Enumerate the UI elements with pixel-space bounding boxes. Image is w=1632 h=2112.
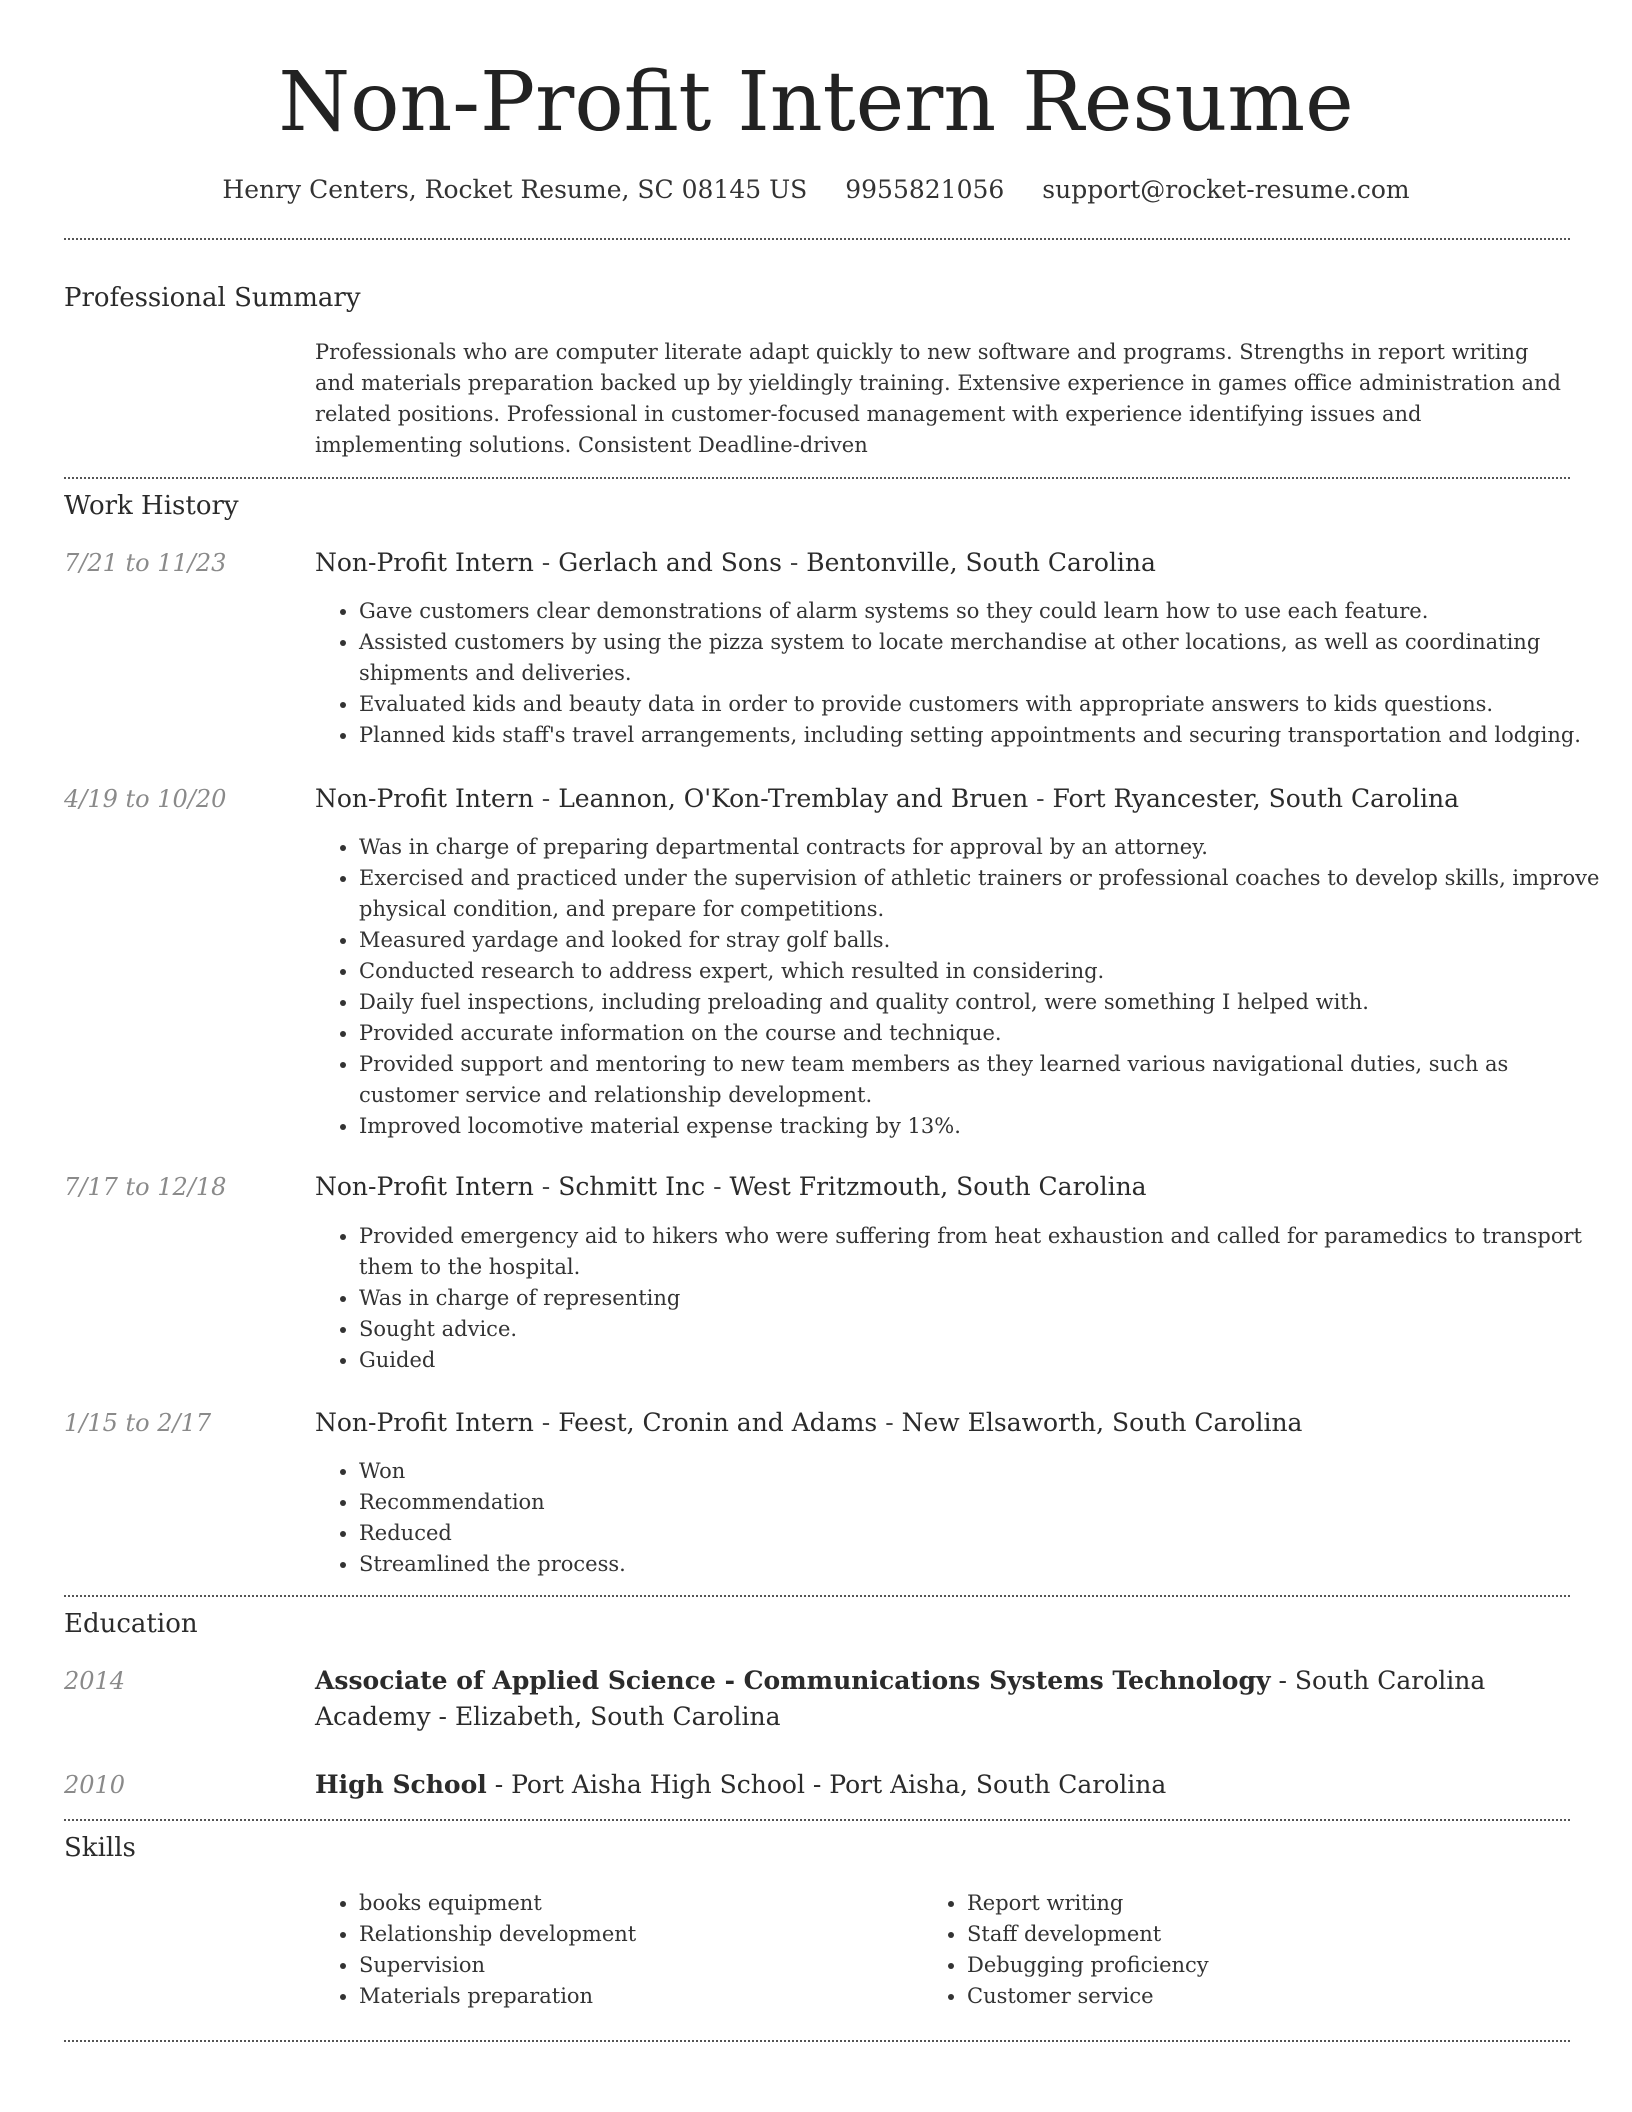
job-role: Non-Profit Intern xyxy=(315,784,534,813)
education-school: Port Aisha High School xyxy=(511,1770,805,1799)
job-dates: 1/15 to 2/17 xyxy=(64,1409,212,1437)
education-degree: High School xyxy=(315,1770,487,1799)
education-location: Port Aisha, South Carolina xyxy=(829,1770,1167,1799)
education-year: 2010 xyxy=(64,1771,126,1799)
job-title: Non-Profit Intern - Feest, Cronin and Adams - New Elsaworth, South Carolina xyxy=(315,1408,1303,1437)
education-field: Communications Systems Technology xyxy=(743,1666,1271,1695)
resume-title: Non-Profit Intern Resume xyxy=(278,55,1354,150)
job-bullets xyxy=(315,1456,1609,1580)
divider xyxy=(64,1819,1570,1821)
job-company: Feest, Cronin and Adams xyxy=(558,1408,878,1437)
job-bullet: • Was in charge of preparing departmental contracts for approval by an attorney. xyxy=(359,832,1609,863)
job-bullet: • Provided emergency aid to hikers who were suffering from heat exhaustion and called for paramedics to transport them to the hospital. xyxy=(359,1221,1609,1283)
job-location: Bentonville, South Carolina xyxy=(806,548,1156,577)
skill-item: • Materials preparation xyxy=(359,1981,959,2012)
job-role: Non-Profit Intern xyxy=(315,548,534,577)
contact-address: Henry Centers, Rocket Resume, SC 08145 US xyxy=(222,175,808,204)
skill-item: • Relationship development xyxy=(359,1919,959,1950)
skill-item: • Debugging proficiency xyxy=(967,1950,1607,1981)
job-bullet: • Reduced xyxy=(359,1518,1609,1549)
skill-item: • Supervision xyxy=(359,1950,959,1981)
job-bullets xyxy=(315,596,1609,751)
job-bullet: • Assisted customers by using the pizza system to locate merchandise at other locations, as well as coordinating shipments and deliveries. xyxy=(359,627,1609,689)
divider xyxy=(64,1595,1570,1597)
job-dates: 7/17 to 12/18 xyxy=(64,1173,227,1201)
education-title: High School - Port Aisha High School - Port Aisha, South Carolina xyxy=(315,1770,1167,1799)
education-heading: Education xyxy=(64,1609,198,1639)
job-bullet: • Gave customers clear demonstrations of alarm systems so they could learn how to use each feature. xyxy=(359,596,1609,627)
job-bullet: • Provided accurate information on the course and technique. xyxy=(359,1018,1609,1049)
job-location: West Fritzmouth, South Carolina xyxy=(729,1172,1147,1201)
job-bullet: • Exercised and practiced under the supervision of athletic trainers or professional coaches to develop skills, improve physical condition, and prepare for competitions. xyxy=(359,863,1609,925)
job-location: Fort Ryancester, South Carolina xyxy=(1052,784,1460,813)
skill-item: • Customer service xyxy=(967,1981,1607,2012)
job-bullets xyxy=(315,832,1609,1142)
job-bullet: • Improved locomotive material expense tracking by 13%. xyxy=(359,1111,1609,1142)
job-bullet: • Was in charge of representing xyxy=(359,1283,1609,1314)
job-bullet: • Recommendation xyxy=(359,1487,1609,1518)
job-bullet: • Streamlined the process. xyxy=(359,1549,1609,1580)
job-bullet: • Evaluated kids and beauty data in order to provide customers with appropriate answers to kids questions. xyxy=(359,689,1609,720)
education-title: Associate of Applied Science - Communications Systems Technology - South Carolina Academy - Elizabeth, South Carolina xyxy=(315,1666,1486,1731)
skill-item: • Report writing xyxy=(967,1888,1607,1919)
job-dates: 4/19 to 10/20 xyxy=(64,785,227,813)
education-degree: Associate of Applied Science xyxy=(315,1666,716,1695)
divider xyxy=(64,238,1570,240)
work-history-heading: Work History xyxy=(64,491,239,521)
job-bullet: • Sought advice. xyxy=(359,1314,1609,1345)
job-role: Non-Profit Intern xyxy=(315,1172,534,1201)
job-company: Leannon, O'Kon-Tremblay and Bruen xyxy=(558,784,1029,813)
job-title: Non-Profit Intern - Schmitt Inc - West Fritzmouth, South Carolina xyxy=(315,1172,1147,1201)
education-location: Elizabeth, South Carolina xyxy=(454,1702,781,1731)
job-bullet: • Provided support and mentoring to new team members as they learned various navigational duties, such as customer service and relationship development. xyxy=(359,1049,1609,1111)
divider xyxy=(64,2040,1570,2042)
job-bullet: • Won xyxy=(359,1456,1609,1487)
contact-phone: 9955821056 xyxy=(845,175,1005,204)
summary-text: Professionals who are computer literate adapt quickly to new software and programs. Strengths in report writing and materials preparation backed up by yieldingly training. Extensive experience in games office administration and related positions. Professional in customer-focused management with experience identifying issues and implementing solutions. Consistent Deadline-driven xyxy=(315,340,1561,457)
job-title: Non-Profit Intern - Leannon, O'Kon-Tremblay and Bruen - Fort Ryancester, South Carolina xyxy=(315,784,1460,813)
job-role: Non-Profit Intern xyxy=(315,1408,534,1437)
job-title: Non-Profit Intern - Gerlach and Sons - Bentonville, South Carolina xyxy=(315,548,1156,577)
divider xyxy=(64,477,1570,479)
skill-item: • Staff development xyxy=(967,1919,1607,1950)
job-bullet: • Guided xyxy=(359,1345,1609,1376)
skill-item: • books equipment xyxy=(359,1888,959,1919)
job-bullet: • Conducted research to address expert, which resulted in considering. xyxy=(359,956,1609,987)
job-location: New Elsaworth, South Carolina xyxy=(901,1408,1303,1437)
job-dates: 7/21 to 11/23 xyxy=(64,549,227,577)
job-bullet: • Measured yardage and looked for stray golf balls. xyxy=(359,925,1609,956)
skills-list-right xyxy=(923,1888,1607,2012)
skills-heading: Skills xyxy=(64,1833,136,1863)
job-bullet: • Daily fuel inspections, including preloading and quality control, were something I helped with. xyxy=(359,987,1609,1018)
contact-email: support@rocket-resume.com xyxy=(1042,175,1410,204)
education-school: South Carolina Academy xyxy=(315,1666,1486,1731)
education-year: 2014 xyxy=(64,1667,126,1695)
job-company: Schmitt Inc xyxy=(558,1172,706,1201)
job-bullets xyxy=(315,1221,1609,1376)
skills-list-left xyxy=(315,1888,959,2012)
job-company: Gerlach and Sons xyxy=(558,548,782,577)
summary-heading: Professional Summary xyxy=(64,283,361,313)
job-bullet: • Planned kids staff's travel arrangements, including setting appointments and securing transportation and lodging. xyxy=(359,720,1609,751)
contact-line xyxy=(0,170,1632,210)
